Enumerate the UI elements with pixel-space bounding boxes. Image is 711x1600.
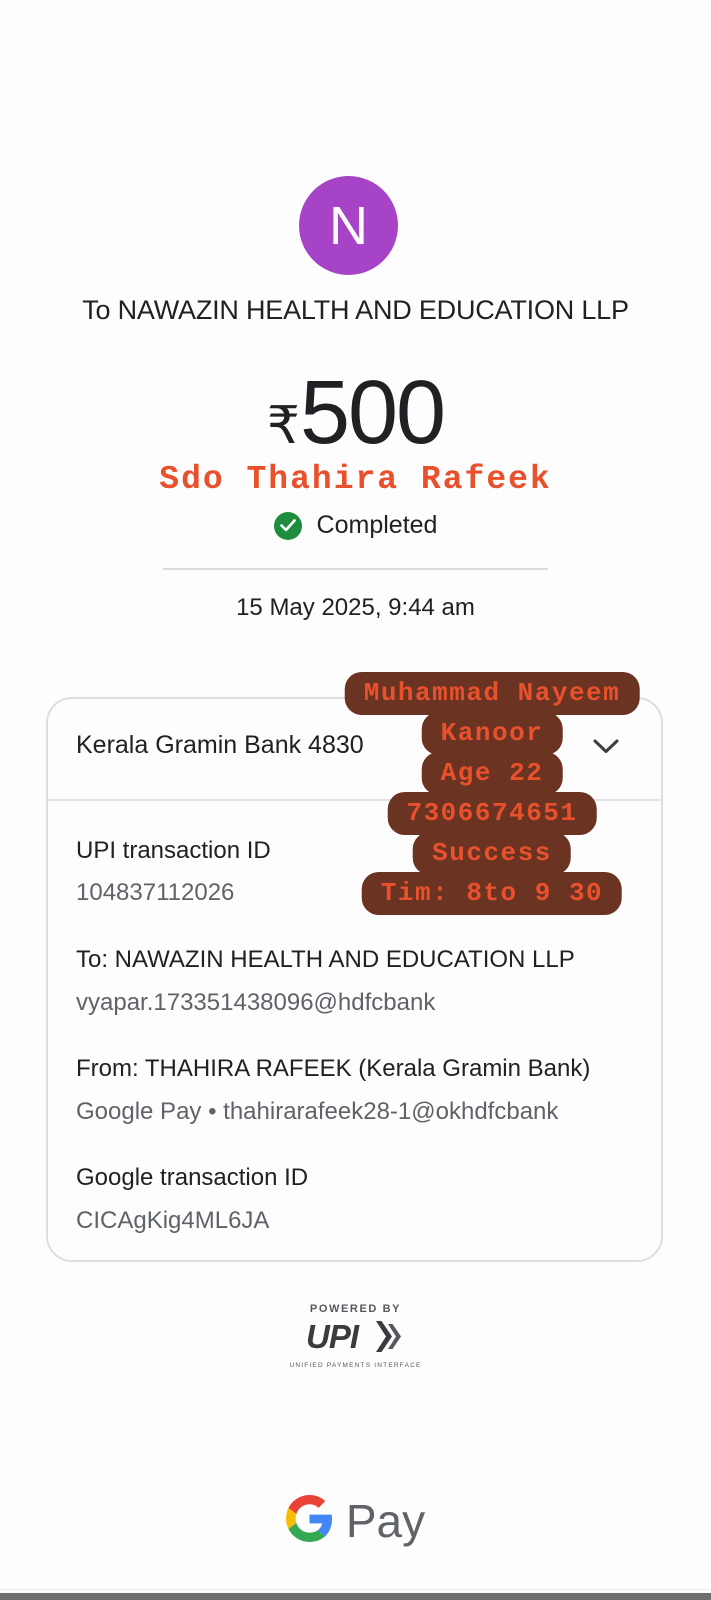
recipient-avatar[interactable]: [299, 176, 398, 275]
from-label: From: THAHIRA RAFEEK (Kerala Gramin Bank): [76, 1055, 591, 1082]
check-circle-icon: [274, 512, 302, 540]
upi-tagline: UNIFIED PAYMENTS INTERFACE: [289, 1362, 422, 1369]
avatar-letter: N: [329, 195, 368, 256]
from-upi-id-value: Google Pay • thahirarafeek28-1@okhdfcbank: [76, 1098, 559, 1125]
status-row: [0, 511, 711, 540]
gpay-wordmark: Pay: [345, 1495, 426, 1547]
footer-divider: [0, 1589, 711, 1590]
upi-wordmark: UPI: [305, 1318, 358, 1355]
navigation-bar: [0, 1593, 711, 1600]
status-label: Completed: [316, 511, 438, 539]
google-transaction-id-value: CICAgKig4ML6JA: [76, 1207, 270, 1234]
redaction-annotation-overlay: [345, 672, 640, 915]
transaction-datetime: 15 May 2025, 9:44 am: [236, 594, 475, 621]
upi-transaction-id-label: UPI transaction ID: [76, 837, 271, 864]
google-transaction-id-label: Google transaction ID: [76, 1164, 309, 1191]
gpay-logo: [0, 1494, 711, 1548]
upi-logo: [0, 1318, 711, 1361]
divider: [163, 568, 548, 570]
overlay-line: 7306674651: [387, 792, 596, 835]
google-g-icon: [286, 1495, 333, 1547]
overlay-line: Age 22: [422, 752, 563, 795]
upi-branding: [0, 1303, 711, 1369]
amount-value: 500: [299, 363, 445, 463]
payer-note-annotation: Sdo Thahira Rafeek: [159, 461, 552, 498]
upi-transaction-id-value: 104837112026: [76, 879, 235, 906]
rupee-symbol: ₹: [266, 397, 300, 455]
overlay-line: Kanoor: [422, 712, 563, 755]
overlay-line: Success: [413, 832, 571, 875]
bank-account-label: Kerala Gramin Bank 4830: [76, 731, 364, 759]
amount: [0, 363, 711, 463]
to-label: To: NAWAZIN HEALTH AND EDUCATION LLP: [76, 946, 575, 973]
overlay-line: Muhammad Nayeem: [345, 672, 640, 715]
overlay-line: Tim: 8to 9 30: [362, 872, 622, 915]
to-upi-id-value: vyapar.173351438096@hdfcbank: [76, 989, 436, 1016]
recipient-title: To NAWAZIN HEALTH AND EDUCATION LLP: [82, 295, 629, 325]
powered-by-label: POWERED BY: [309, 1303, 402, 1315]
